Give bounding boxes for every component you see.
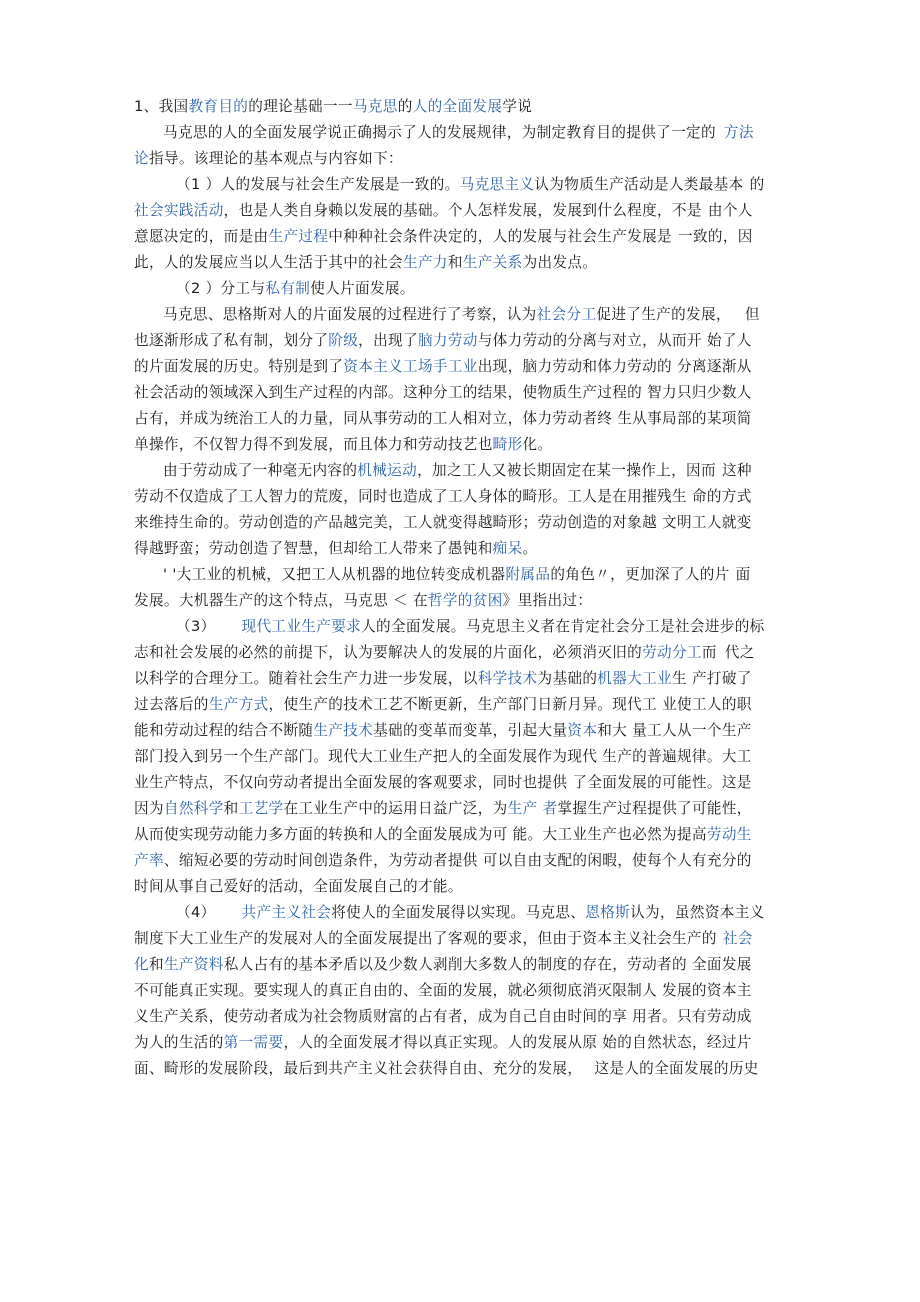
text: 制度下大工业生产的发展对人的全面发展提出了客观的要求，但由于资本主义社会生产的 xyxy=(134,930,717,947)
text: 劳动不仅造成了工人智力的荒废，同时也造成了工人身体的畸形。工人是在用摧残生 xyxy=(134,488,687,505)
paragraph-line xyxy=(134,484,784,510)
link-xiandai-gongye-shengchan-yaoqiu[interactable]: 现代工业生产要求 xyxy=(241,618,362,635)
text: 和 xyxy=(148,956,164,973)
text: 和 xyxy=(447,254,463,271)
heading-text: 的理论基础一一 xyxy=(248,98,353,115)
text: 单操作，不仅智力得不到发展，而且体力和劳动技艺也 xyxy=(134,436,493,453)
text: 和大 xyxy=(597,722,628,739)
text: 马克思、思格斯对人的片面发展的过程进行了考察，认为 xyxy=(163,306,537,323)
text: 但 xyxy=(744,306,760,323)
paragraph-line xyxy=(134,198,784,224)
text: 的 xyxy=(749,176,765,193)
text: 发展。大机器生产的这个特点，马克思 ＜ 在 xyxy=(134,592,428,609)
link-laodong-fengong[interactable]: 劳动分工 xyxy=(642,644,702,661)
text: 基础的变革而变革，引起大量 xyxy=(373,722,568,739)
subsection-line xyxy=(134,614,784,640)
link-gongchan-zhuyi-shehui[interactable]: 共产主义社会 xyxy=(241,904,332,921)
link-shehui-shijian-huodong[interactable]: 社会实践活动 xyxy=(134,202,224,219)
text: 了全面发展的可能性。这是 xyxy=(572,774,752,791)
link-ren-quanmian-fazhan[interactable]: 人的全面发展 xyxy=(412,98,503,115)
text: 出现，脑力劳动和体力劳动的 xyxy=(477,358,672,375)
text: 也逐渐形成了私有制，划分了 xyxy=(134,332,329,349)
text: 一致的，因 xyxy=(678,228,753,245)
subsection-line xyxy=(134,900,784,926)
subsection-line xyxy=(134,172,784,198)
paragraph-line xyxy=(134,640,784,666)
text: 的片面发展的历史。特别是到了 xyxy=(134,358,344,375)
link-shengchanzhe[interactable]: 生产 xyxy=(507,800,538,817)
text: 使人片面发展。 xyxy=(310,280,415,297)
text: 为人的生活的 xyxy=(134,1034,224,1051)
text: 生从事局部的某项简 xyxy=(617,410,752,427)
link-ziben-zhuyi-gongchang-shougongye[interactable]: 资本主义工场手工业 xyxy=(343,358,478,375)
text: 志和社会发展的必然的前提下，认为要解决人的发展的片面化，必须消灭旧的 xyxy=(134,644,643,661)
text: 》里指出过： xyxy=(502,592,593,609)
text: 从而使实现劳动能力多方面的转换和人的全面发展成为可 xyxy=(134,826,508,843)
link-diyi-xuyao[interactable]: 第一需要 xyxy=(223,1034,284,1051)
text: 文明工人就变 xyxy=(662,514,752,531)
link-makesi[interactable]: 马克思 xyxy=(352,98,398,115)
paragraph-line xyxy=(134,1004,784,1030)
link-fangfalun-cont[interactable]: 论 xyxy=(134,150,149,167)
heading-text: 的 xyxy=(397,98,413,115)
paragraph-line xyxy=(134,380,784,406)
text: 由于劳动成了一种毫无内容的 xyxy=(163,462,358,479)
link-jiqi-dagongye[interactable]: 机器大工业 xyxy=(597,670,673,687)
link-fangfalun[interactable]: 方法 xyxy=(723,124,754,141)
text: 此，人的发展应当以人生活于其中的社会 xyxy=(134,254,403,271)
text: 来维持生命的。劳动创造的产品越完美，工人就变得越畸形；劳动创造的对象越 xyxy=(134,514,658,531)
text: 以科学的合理分工。随着社会生产力进一步发展，以 xyxy=(134,670,478,687)
link-gongyixue[interactable]: 工艺学 xyxy=(238,800,284,817)
paragraph-line xyxy=(134,562,784,588)
text: 得越野蛮；劳动创造了智慧，但却给工人带来了愚钝和 xyxy=(134,540,493,557)
paragraph-line xyxy=(134,692,784,718)
link-kexue-jishu[interactable]: 科学技术 xyxy=(477,670,538,687)
text: 不可能真正实现。要实现人的真正自由的、全面的发展，就必须彻底消灭限制人 xyxy=(134,982,658,999)
text: 化。 xyxy=(522,436,553,453)
paragraph-line xyxy=(134,1056,784,1082)
link-shengchan-guocheng[interactable]: 生产过程 xyxy=(268,228,329,245)
paragraph-line xyxy=(134,146,784,172)
text: （1 ）人的发展与社会生产发展是一致的。 xyxy=(176,176,460,193)
text: 认为，虽然资本主义 xyxy=(630,904,765,921)
text: 业生产特点，不仅向劳动者提出全面发展的客观要求，同时也提供 xyxy=(134,774,568,791)
link-engesi[interactable]: 恩格斯 xyxy=(585,904,631,921)
text: ，加之工人又被长期固定在某一操作上，因而 xyxy=(417,462,716,479)
text: 始了人 xyxy=(706,332,752,349)
text: 而 xyxy=(701,644,717,661)
text: 人的全面发展。马克思主义者在肯定社会分工是社会进步的标 xyxy=(361,618,765,635)
text: ，也是人类自身赖以发展的基础。个人怎样发展，发展到什么程度，不是 xyxy=(223,202,702,219)
text: 。 xyxy=(522,540,538,557)
paragraph-line xyxy=(134,926,784,952)
text: 全面发展 xyxy=(691,956,752,973)
text: ' '大工业的机械，又把工人从机器的地位转变成机器 xyxy=(163,566,506,583)
link-shengchan-fangshi[interactable]: 生产方式 xyxy=(208,696,269,713)
paragraph-line xyxy=(134,354,784,380)
paragraph-line xyxy=(134,718,784,744)
text: 命的方式 xyxy=(691,488,752,505)
paragraph-line xyxy=(134,510,784,536)
paragraph-line xyxy=(134,796,784,822)
text: 面、畸形的发展阶段，最后到共产主义社会获得自由、充分的发展， xyxy=(134,1060,583,1077)
text: 马克思的人的全面发展学说正确揭示了人的发展规律，为制定教育目的提供了一定的 xyxy=(163,124,716,141)
link-shengchanzhe-cont[interactable]: 者 xyxy=(542,800,558,817)
text: 中种种社会条件决定的，人的发展与社会生产发展是 xyxy=(328,228,672,245)
text: 私人占有的基本矛盾以及少数人剥削大多数人的制度的存在，劳动者的 xyxy=(223,956,687,973)
text: 在工业生产中的运用日益广泛，为 xyxy=(283,800,508,817)
text: 因为 xyxy=(134,800,164,817)
link-laodong-shengchanlv[interactable]: 劳动生 xyxy=(706,826,752,843)
link-shengchan-ziliao[interactable]: 生产资料 xyxy=(163,956,224,973)
paragraph-line xyxy=(134,432,784,458)
link-shengchanli[interactable]: 生产力 xyxy=(403,254,448,271)
paragraph-line xyxy=(134,848,784,874)
heading-text: 学说 xyxy=(502,98,533,115)
link-shehuihua[interactable]: 社会 xyxy=(722,930,753,947)
text: 占有，并成为统治工人的力量，同从事劳动的工人相对立，体力劳动者终 xyxy=(134,410,613,427)
text: 为基础的 xyxy=(537,670,598,687)
text: 量工人从一个生产 xyxy=(632,722,752,739)
link-ziben[interactable]: 资本 xyxy=(567,722,598,739)
paragraph-line xyxy=(134,1030,784,1056)
link-chidai[interactable]: 痴呆 xyxy=(492,540,523,557)
text: 产打破了 xyxy=(691,670,752,687)
text: 能。大工业生产也必然为提高 xyxy=(512,826,707,843)
text: 将使人的全面发展得以实现。马克思、 xyxy=(331,904,586,921)
text: 部门投入到另一个生产部门。现代大工业生产把人的全面发展作为现代 xyxy=(134,748,598,765)
link-shehui-fengong[interactable]: 社会分工 xyxy=(536,306,597,323)
paragraph-line xyxy=(134,978,784,1004)
paragraph-line xyxy=(134,952,784,978)
text: 智力只归少数人 xyxy=(647,384,752,401)
paragraph-line xyxy=(134,744,784,770)
link-naoli-laodong[interactable]: 脑力劳动 xyxy=(417,332,478,349)
text: 、缩短必要的劳动时间创造条件，为劳动者提供 xyxy=(163,852,478,869)
text: ，使生产的技术工艺不断更新，生产部门日新月异。现代工 xyxy=(268,696,658,713)
text: 代之 xyxy=(724,644,755,661)
text: 这种 xyxy=(721,462,752,479)
text: 生产的普遍规律。大工 xyxy=(602,748,752,765)
text: 为出发点。 xyxy=(522,254,598,271)
subsection-line xyxy=(134,276,784,302)
text: 义生产关系，使劳动者成为社会物质财富的占有者，成为自己自由时间的享 xyxy=(134,1008,628,1025)
link-shengchan-guanxi[interactable]: 生产关系 xyxy=(462,254,523,271)
text: 时间从事自己爱好的活动，全面发展自己的才能。 xyxy=(134,878,463,895)
text: （2 ）分工与 xyxy=(176,280,266,297)
text: 这是人的全面发展的历史 xyxy=(594,1060,759,1077)
text: 与体力劳动的分离与对立，从而开 xyxy=(477,332,702,349)
document-body xyxy=(134,94,784,1082)
text: 由个人 xyxy=(707,202,753,219)
paragraph-line xyxy=(134,588,784,614)
link-jiaoyu-mudi[interactable]: 教育目的 xyxy=(188,98,249,115)
paragraph-line xyxy=(134,406,784,432)
text: （3） xyxy=(176,618,216,635)
text: ，人的全面发展才得以真正实现。人的发展从原 xyxy=(283,1034,598,1051)
link-shehuihua-cont[interactable]: 化 xyxy=(134,956,149,973)
heading-number: 1、我国 xyxy=(134,98,189,115)
paragraph-line xyxy=(134,328,784,354)
text: 始的自然状态，经过片 xyxy=(602,1034,752,1051)
link-jixing[interactable]: 畸形 xyxy=(492,436,523,453)
text: 意愿决定的，而是由 xyxy=(134,228,269,245)
link-makesi-zhuyi[interactable]: 马克思主义 xyxy=(459,176,535,193)
link-shengchan-jishu[interactable]: 生产技术 xyxy=(313,722,374,739)
paragraph-line xyxy=(134,458,784,484)
paragraph-line xyxy=(134,302,784,328)
text: 过去落后的 xyxy=(134,696,209,713)
text: 社会活动的领域深入到生产过程的内部。这种分工的结果，使物质生产过程的 xyxy=(134,384,643,401)
text: 掌握生产过程提供了可能性， xyxy=(557,800,752,817)
text: 分离逐渐从 xyxy=(677,358,752,375)
paragraph-line xyxy=(134,822,784,848)
text: 生 xyxy=(672,670,687,687)
paragraph-line xyxy=(134,874,784,900)
text: 用者。只有劳动成 xyxy=(632,1008,752,1025)
paragraph-line xyxy=(134,250,784,276)
text: 发展的资本主 xyxy=(662,982,752,999)
text: 的角色〃，更加深了人的片 xyxy=(550,566,730,583)
paragraph-line xyxy=(134,666,784,692)
link-laodong-shengchanlv-cont[interactable]: 产率 xyxy=(134,852,164,869)
link-fushupin[interactable]: 附属品 xyxy=(505,566,551,583)
link-siyouzhi[interactable]: 私有制 xyxy=(265,280,311,297)
text: 和 xyxy=(223,800,239,817)
paragraph-line xyxy=(134,224,784,250)
text: 认为物质生产活动是人类最基本 xyxy=(534,176,744,193)
link-ziran-kexue[interactable]: 自然科学 xyxy=(163,800,224,817)
section-heading xyxy=(134,94,784,120)
link-zhexue-de-pinkun[interactable]: 哲学的贫困 xyxy=(427,592,503,609)
text: 能和劳动过程的结合不断随 xyxy=(134,722,314,739)
paragraph-line xyxy=(134,770,784,796)
paragraph-line xyxy=(134,536,784,562)
text: 促进了生产的发展， xyxy=(596,306,731,323)
text: （4） xyxy=(176,904,216,921)
paragraph-line xyxy=(134,120,784,146)
text: ，出现了 xyxy=(358,332,418,349)
link-jixie-yundong[interactable]: 机械运动 xyxy=(357,462,418,479)
link-jieji[interactable]: 阶级 xyxy=(328,332,359,349)
text: 指导。该理论的基本观点与内容如下： xyxy=(148,150,403,167)
text: 面 xyxy=(735,566,751,583)
text: 业使工人的职 xyxy=(662,696,752,713)
text: 可以自由支配的闲暇，使每个人有充分的 xyxy=(482,852,752,869)
